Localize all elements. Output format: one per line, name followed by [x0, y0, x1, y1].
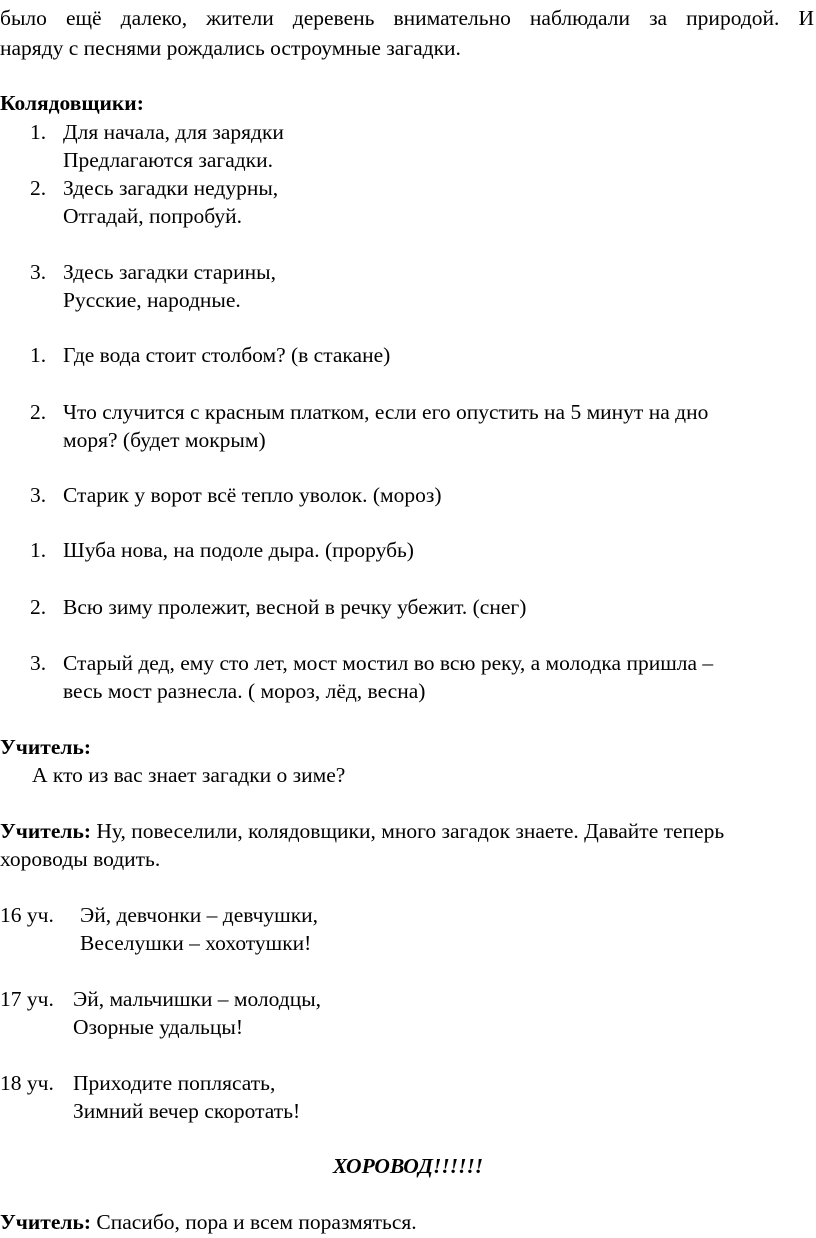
- verse-2-line-1: Здесь загадки недурны,: [63, 176, 279, 200]
- intro-line-1: было ещё далеко, жители деревень внимательно наблюдали за природой. И: [0, 6, 814, 30]
- verse-3-line-1: Здесь загадки старины,: [63, 260, 276, 284]
- teacher-remark-text: Ну, повеселили, колядовщики, много загадок знаете. Давайте теперь: [91, 819, 725, 843]
- student-id: 17 уч.: [0, 987, 54, 1011]
- verse-1-number: 1.: [30, 120, 47, 144]
- riddle-line: Старик у ворот всё тепло уволок. (мороз): [63, 483, 442, 507]
- riddle-line-2: весь мост разнесла. ( мороз, лёд, весна): [63, 679, 426, 703]
- verse-2-line-2: Отгадай, попробуй.: [63, 204, 243, 228]
- riddle-number: 1.: [30, 538, 47, 562]
- teacher-remark-line-1: [0, 817, 814, 845]
- riddle-number: 3.: [30, 483, 47, 507]
- teacher-label: Учитель:: [0, 735, 91, 759]
- verse-1-line-2: Предлагаются загадки.: [63, 148, 274, 172]
- riddle-number: 2.: [30, 400, 47, 424]
- teacher-label: Учитель:: [0, 1210, 91, 1234]
- student-id: 18 уч.: [0, 1071, 54, 1095]
- teacher-label: Учитель:: [0, 819, 91, 843]
- koliadovshchiki-heading: Колядовщики:: [0, 91, 144, 115]
- verse-1-line-1: Для начала, для зарядки: [63, 120, 284, 144]
- riddle-line: Где вода стоит столбом? (в стакане): [63, 343, 391, 367]
- verse-2-number: 2.: [30, 176, 47, 200]
- verse-3-line-2: Русские, народные.: [63, 288, 241, 312]
- riddle-line: Что случится с красным платком, если его опустить на 5 минут на дно: [63, 400, 709, 424]
- teacher-question: А кто из вас знает загадки о зиме?: [32, 763, 346, 787]
- riddle-number: 2.: [30, 595, 47, 619]
- student-line-2: Зимний вечер скоротать!: [73, 1099, 301, 1123]
- student-id: 16 уч.: [0, 903, 54, 927]
- khorovod-heading: ХОРОВОД!!!!!!: [332, 1154, 484, 1178]
- student-line-1: Приходите поплясать,: [73, 1071, 276, 1095]
- student-line-2: Озорные удальцы!: [73, 1015, 243, 1039]
- student-line-1: Эй, девчонки – девчушки,: [80, 903, 319, 927]
- riddle-line: Всю зиму пролежит, весной в речку убежит. (снег): [63, 595, 527, 619]
- riddle-line-2: моря? (будет мокрым): [63, 428, 266, 452]
- teacher-closing-text: Спасибо, пора и всем поразмяться.: [91, 1210, 417, 1234]
- student-line-1: Эй, мальчишки – молодцы,: [73, 987, 322, 1011]
- teacher-closing-line: [0, 1208, 417, 1236]
- intro-line-2: наряду с песнями рождались остроумные загадки.: [0, 36, 461, 60]
- riddle-number: 3.: [30, 651, 47, 675]
- verse-3-number: 3.: [30, 260, 47, 284]
- riddle-line: Шуба нова, на подоле дыра. (прорубь): [63, 538, 414, 562]
- teacher-remark-line-2: хороводы водить.: [0, 847, 161, 871]
- riddle-number: 1.: [30, 343, 47, 367]
- riddle-line: Старый дед, ему сто лет, мост мостил во всю реку, а молодка пришла –: [63, 651, 714, 675]
- student-line-2: Веселушки – хохотушки!: [80, 931, 312, 955]
